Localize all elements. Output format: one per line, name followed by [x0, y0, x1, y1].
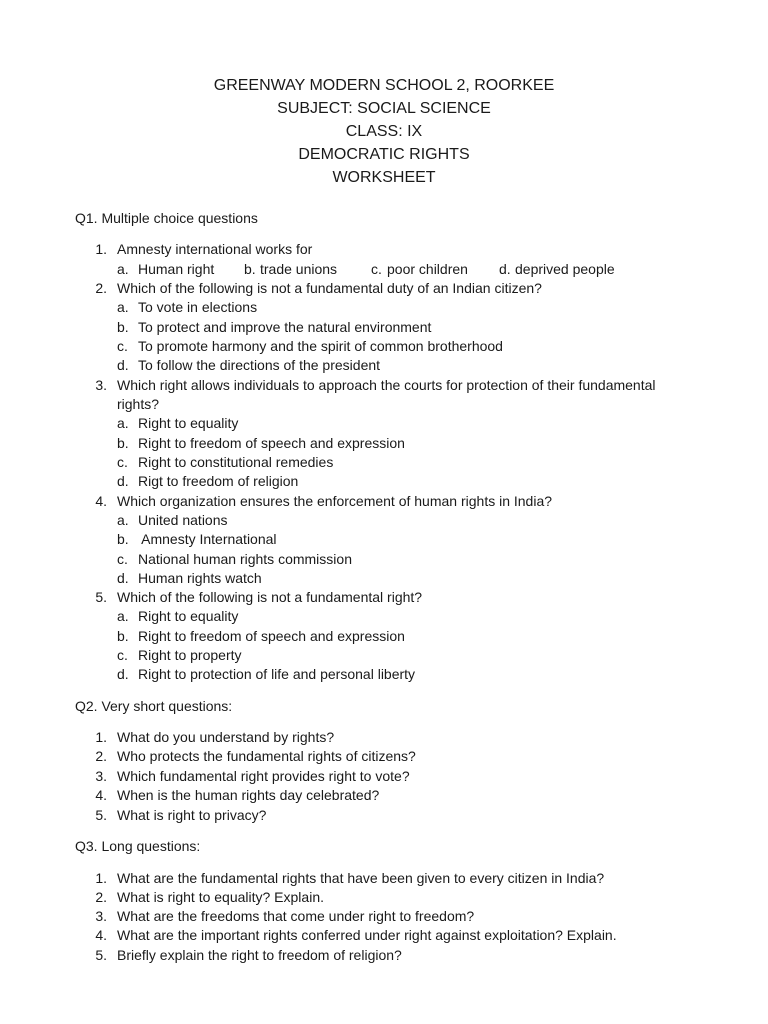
- q1-1-text: Amnesty international works for: [117, 241, 313, 257]
- q1-1-number: 1.: [95, 241, 107, 257]
- q1-4-option-d-letter: d.: [117, 570, 129, 586]
- q1-1-option-a: Human right: [138, 261, 215, 277]
- q3-3-number: 3.: [95, 908, 107, 924]
- q3-3-text: What are the freedoms that come under right to freedom?: [117, 908, 475, 924]
- q1-4-text: Which organization ensures the enforcement of human rights in India?: [117, 493, 553, 509]
- q2-3-text: Which fundamental right provides right to vote?: [117, 768, 410, 784]
- q1-4-option-c-letter: c.: [117, 551, 128, 567]
- q1-4-number: 4.: [95, 493, 107, 509]
- q2-2-number: 2.: [95, 748, 107, 764]
- q3-1-text: What are the fundamental rights that have been given to every citizen in India?: [117, 870, 605, 886]
- q1-1-option-c-letter: c.: [371, 261, 382, 277]
- subject-line: SUBJECT: SOCIAL SCIENCE: [277, 100, 491, 117]
- q3-2-number: 2.: [95, 889, 107, 905]
- q3-5-text: Briefly explain the right to freedom of religion?: [117, 947, 402, 963]
- q1-heading: Q1. Multiple choice questions: [75, 210, 258, 226]
- q1-2-option-d: To follow the directions of the president: [138, 357, 381, 373]
- q1-3-option-a: Right to equality: [138, 415, 239, 431]
- q2-3-number: 3.: [95, 768, 107, 784]
- q1-3-option-d-letter: d.: [117, 473, 129, 489]
- q1-3-option-c-letter: c.: [117, 454, 128, 470]
- q1-3-option-c: Right to constitutional remedies: [138, 454, 334, 470]
- q1-5-option-c: Right to property: [138, 647, 242, 663]
- q1-2-option-c-letter: c.: [117, 338, 128, 354]
- q3-2-text: What is right to equality? Explain.: [117, 889, 324, 905]
- q1-3-option-a-letter: a.: [117, 415, 129, 431]
- q1-5-number: 5.: [95, 589, 107, 605]
- q1-3-option-b-letter: b.: [117, 435, 129, 451]
- q1-4-option-b: Amnesty International: [138, 531, 277, 547]
- worksheet-header: [0, 74, 768, 189]
- topic-line: DEMOCRATIC RIGHTS: [298, 146, 470, 163]
- q1-4-option-d: Human rights watch: [138, 570, 262, 586]
- q1-2-option-a: To vote in elections: [138, 299, 258, 315]
- q1-2-option-a-letter: a.: [117, 299, 129, 315]
- q1-5-text: Which of the following is not a fundamental right?: [117, 589, 423, 605]
- q1-3-text-line2: rights?: [117, 396, 160, 412]
- q1-3-number: 3.: [95, 377, 107, 393]
- q1-4-option-a-letter: a.: [117, 512, 129, 528]
- q1-1-option-b-letter: b.: [244, 261, 256, 277]
- q2-4-text: When is the human rights day celebrated?: [117, 787, 380, 803]
- q1-5-option-c-letter: c.: [117, 647, 128, 663]
- q1-5-option-b-letter: b.: [117, 628, 129, 644]
- class-line: CLASS: IX: [345, 123, 423, 140]
- q2-5-number: 5.: [95, 807, 107, 823]
- worksheet-title: WORKSHEET: [332, 169, 436, 186]
- q2-5-text: What is right to privacy?: [117, 807, 267, 823]
- q1-1-option-b: trade unions: [260, 261, 338, 277]
- q1-5-option-d-letter: d.: [117, 666, 129, 682]
- q1-5-option-a: Right to equality: [138, 608, 239, 624]
- q3-4-text: What are the important rights conferred under right against exploitation? Explain.: [117, 927, 617, 943]
- q1-4-option-a: United nations: [138, 512, 228, 528]
- q1-1-option-c: poor children: [387, 261, 468, 277]
- q1-3-option-b: Right to freedom of speech and expression: [138, 435, 405, 451]
- q2-1-text: What do you understand by rights?: [117, 729, 335, 745]
- q1-3-text-line1: Which right allows individuals to approach the courts for protection of their fundamental: [117, 377, 656, 393]
- school-name: GREENWAY MODERN SCHOOL 2, ROORKEE: [213, 77, 555, 94]
- q1-4-option-c: National human rights commission: [138, 551, 352, 567]
- q1-5-option-b: Right to freedom of speech and expression: [138, 628, 405, 644]
- q3-4-number: 4.: [95, 927, 107, 943]
- q2-4-number: 4.: [95, 787, 107, 803]
- q1-2-option-c: To promote harmony and the spirit of common brotherhood: [138, 338, 503, 354]
- q1-5-option-a-letter: a.: [117, 608, 129, 624]
- q1-1-option-a-letter: a.: [117, 261, 129, 277]
- q1-2-number: 2.: [95, 280, 107, 296]
- q1-5-option-d: Right to protection of life and personal liberty: [138, 666, 416, 682]
- q1-2-option-d-letter: d.: [117, 357, 129, 373]
- q1-3-option-d: Rigt to freedom of religion: [138, 473, 299, 489]
- q3-heading: Q3. Long questions:: [75, 838, 201, 854]
- q1-2-text: Which of the following is not a fundamental duty of an Indian citizen?: [117, 280, 542, 296]
- q1-2-option-b-letter: b.: [117, 319, 129, 335]
- q2-1-number: 1.: [95, 729, 107, 745]
- q1-1-option-d: deprived people: [515, 261, 615, 277]
- q3-5-number: 5.: [95, 947, 107, 963]
- q3-1-number: 1.: [95, 870, 107, 886]
- q2-2-text: Who protects the fundamental rights of citizens?: [117, 748, 416, 764]
- q1-2-option-b: To protect and improve the natural environment: [138, 319, 432, 335]
- q1-1-option-d-letter: d.: [499, 261, 511, 277]
- q2-heading: Q2. Very short questions:: [75, 698, 233, 714]
- q1-4-option-b-letter: b.: [117, 531, 129, 547]
